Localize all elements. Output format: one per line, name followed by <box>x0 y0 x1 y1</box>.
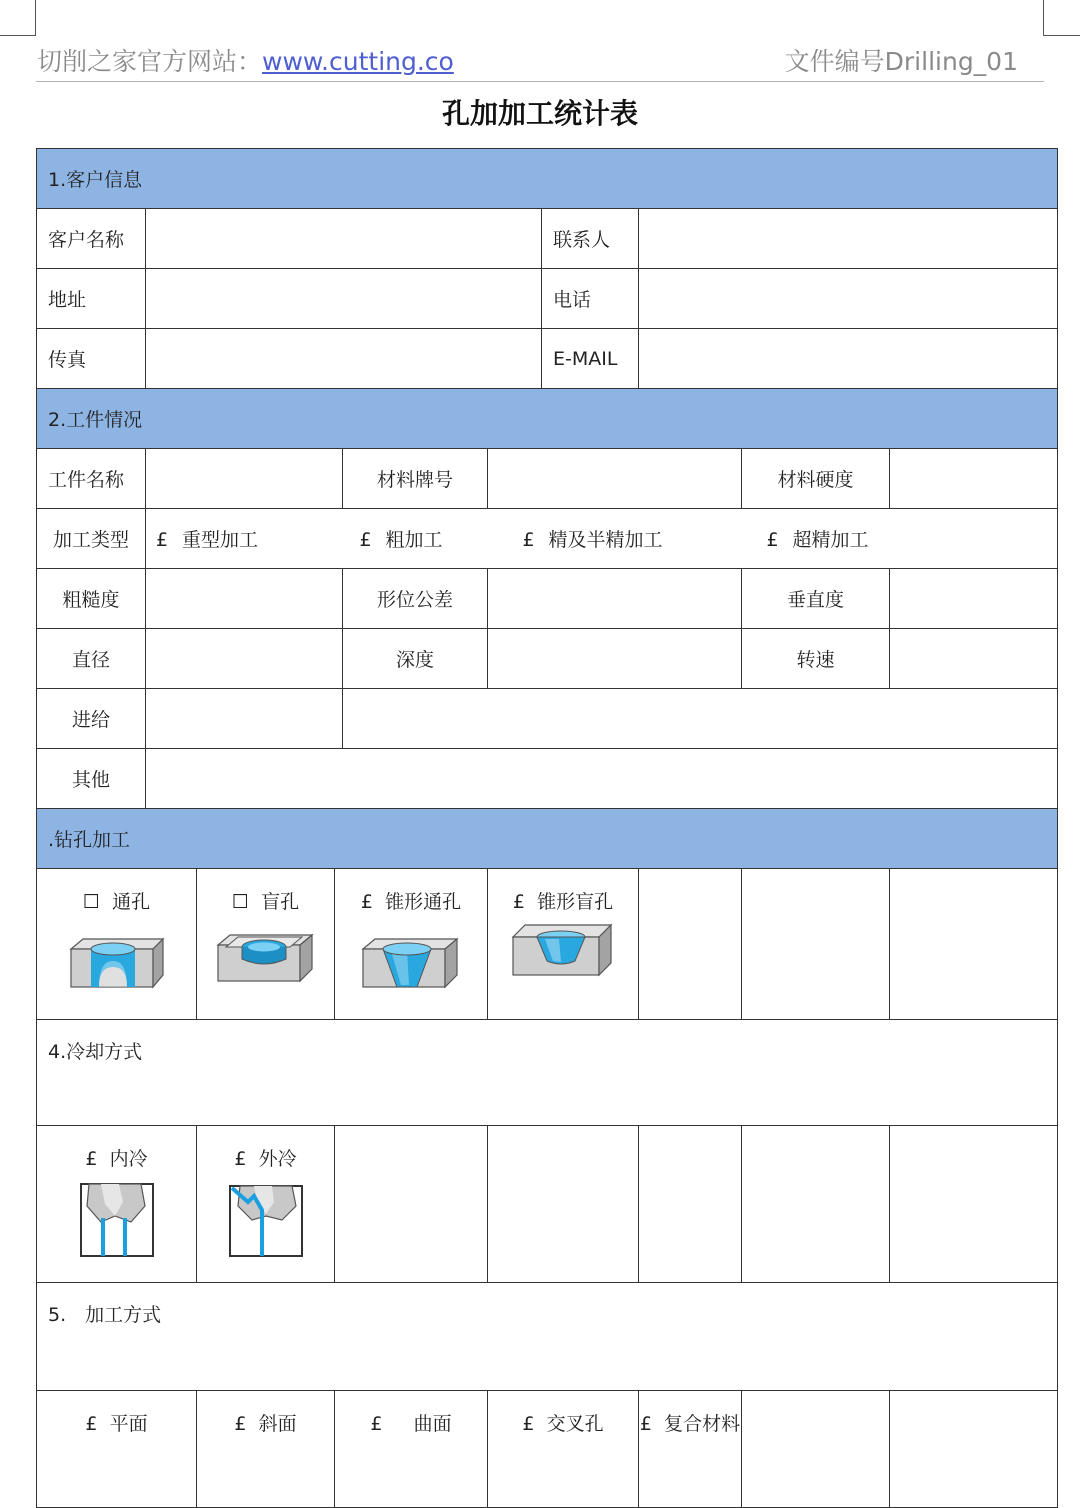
option-curved-surface[interactable]: £ 曲面 <box>335 1391 488 1508</box>
checkbox-icon: £ <box>234 1148 247 1170</box>
field-phone[interactable] <box>639 269 1058 329</box>
field-customer-name[interactable] <box>146 209 542 269</box>
field-diameter[interactable] <box>146 629 343 689</box>
cooling-empty-cell-2 <box>488 1126 639 1283</box>
method-empty-cell-2 <box>890 1391 1058 1508</box>
field-address[interactable] <box>146 269 542 329</box>
checkbox-icon: ☐ <box>82 891 100 913</box>
checkbox-icon: £ <box>85 1148 98 1170</box>
section-workpiece: 2.工件情况 <box>37 389 1058 449</box>
site-label: 切削之家官方网站： <box>37 47 263 76</box>
checkbox-icon: £ <box>512 891 525 913</box>
cooling-empty-cell-5 <box>890 1126 1058 1283</box>
field-feed-extra[interactable] <box>343 689 1058 749</box>
option-ultra-finish-machining[interactable]: £ 超精加工 <box>766 529 869 551</box>
crop-mark-top-left <box>0 0 36 36</box>
field-perpendicularity[interactable] <box>890 569 1058 629</box>
checkbox-icon: £ <box>234 1413 247 1435</box>
label-fax: 传真 <box>37 329 146 389</box>
machining-type-options <box>146 509 1058 569</box>
option-cross-hole[interactable]: £ 交叉孔 <box>488 1391 639 1508</box>
site-link[interactable]: www.cutting.co <box>262 47 454 76</box>
option-tapered-through-hole[interactable]: £ 锥形通孔 <box>335 869 488 1020</box>
cooling-empty-cell-4 <box>742 1126 890 1283</box>
label-email: E-MAIL <box>542 329 639 389</box>
option-through-hole[interactable]: ☐ 通孔 <box>37 869 197 1020</box>
field-tolerance[interactable] <box>488 569 742 629</box>
field-contact[interactable] <box>639 209 1058 269</box>
checkbox-icon: £ <box>370 1413 383 1435</box>
option-tapered-blind-hole[interactable]: £ 锥形盲孔 <box>488 869 639 1020</box>
checkbox-icon: £ <box>639 1413 652 1435</box>
label-material-grade: 材料牌号 <box>343 449 488 509</box>
label-speed: 转速 <box>742 629 890 689</box>
method-empty-cell-1 <box>742 1391 890 1508</box>
label-phone: 电话 <box>542 269 639 329</box>
label-customer-name: 客户名称 <box>37 209 146 269</box>
through-hole-icon <box>69 937 165 989</box>
section-drilling: .钻孔加工 <box>37 809 1058 869</box>
label-depth: 深度 <box>343 629 488 689</box>
label-other: 其他 <box>37 749 146 809</box>
option-external-coolant[interactable]: £ 外冷 <box>197 1126 335 1283</box>
blind-hole-icon <box>216 933 316 983</box>
section-customer-info: 1.客户信息 <box>37 149 1058 209</box>
option-rough-machining[interactable]: £ 粗加工 <box>359 529 443 551</box>
field-material-grade[interactable] <box>488 449 742 509</box>
site-header <box>37 42 454 78</box>
label-workpiece-name: 工件名称 <box>37 449 146 509</box>
checkbox-icon: £ <box>85 1413 98 1435</box>
tapered-through-hole-icon <box>361 937 461 989</box>
checkbox-icon: £ <box>156 529 169 551</box>
checkbox-icon: £ <box>522 529 535 551</box>
field-speed[interactable] <box>890 629 1058 689</box>
field-depth[interactable] <box>488 629 742 689</box>
checkbox-icon: £ <box>360 891 373 913</box>
field-workpiece-name[interactable] <box>146 449 343 509</box>
field-other[interactable] <box>146 749 1058 809</box>
drilling-empty-cell-3 <box>890 869 1058 1020</box>
option-blind-hole[interactable]: ☐ 盲孔 <box>197 869 335 1020</box>
drilling-empty-cell-1 <box>639 869 742 1020</box>
checkbox-icon: ☐ <box>231 891 249 913</box>
internal-coolant-drill-icon <box>79 1182 155 1258</box>
option-internal-coolant[interactable]: £ 内冷 <box>37 1126 197 1283</box>
label-address: 地址 <box>37 269 146 329</box>
machining-form <box>36 148 1058 1508</box>
label-tolerance: 形位公差 <box>343 569 488 629</box>
field-email[interactable] <box>639 329 1058 389</box>
external-coolant-drill-icon <box>228 1182 304 1258</box>
document-number: 文件编号Drilling_01 <box>784 47 1018 76</box>
option-inclined-surface[interactable]: £ 斜面 <box>197 1391 335 1508</box>
label-contact: 联系人 <box>542 209 639 269</box>
option-finish-machining[interactable]: £ 精及半精加工 <box>522 529 663 551</box>
option-flat-surface[interactable]: £ 平面 <box>37 1391 197 1508</box>
cooling-empty-cell-3 <box>639 1126 742 1283</box>
field-roughness[interactable] <box>146 569 343 629</box>
section-cooling: 4.冷却方式 <box>37 1020 1058 1126</box>
label-machining-type: 加工类型 <box>37 509 146 569</box>
label-perpendicularity: 垂直度 <box>742 569 890 629</box>
drilling-empty-cell-2 <box>742 869 890 1020</box>
tapered-blind-hole-icon <box>511 923 615 977</box>
cooling-empty-cell-1 <box>335 1126 488 1283</box>
section-machining-method: 5. 加工方式 <box>37 1283 1058 1391</box>
field-fax[interactable] <box>146 329 542 389</box>
label-feed: 进给 <box>37 689 146 749</box>
crop-mark-top-right <box>1043 0 1080 36</box>
field-material-hardness[interactable] <box>890 449 1058 509</box>
label-roughness: 粗糙度 <box>37 569 146 629</box>
header-divider <box>36 81 1044 82</box>
checkbox-icon: £ <box>359 529 372 551</box>
label-material-hardness: 材料硬度 <box>742 449 890 509</box>
checkbox-icon: £ <box>522 1413 535 1435</box>
label-diameter: 直径 <box>37 629 146 689</box>
checkbox-icon: £ <box>766 529 779 551</box>
page-title: 孔加加工统计表 <box>441 97 638 130</box>
option-heavy-machining[interactable]: £ 重型加工 <box>156 529 259 551</box>
field-feed[interactable] <box>146 689 343 749</box>
option-composite-material[interactable]: £ 复合材料 <box>639 1391 742 1508</box>
